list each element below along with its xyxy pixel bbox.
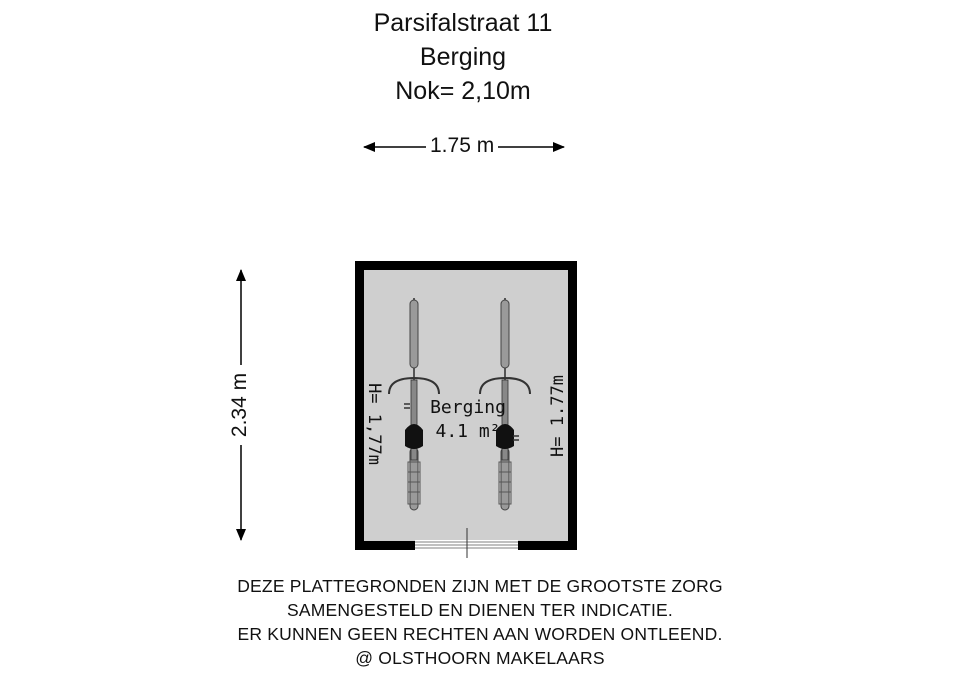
room-title: Berging — [419, 43, 507, 71]
disclaimer-line: DEZE PLATTEGRONDEN ZIJN MET DE GROOTSTE ZORG — [237, 576, 723, 596]
copyright-line: @ OLSTHOORN MAKELAARS — [355, 648, 605, 668]
depth-dimension: 2.34 m — [228, 365, 252, 445]
width-dimension: 1.75 m — [426, 134, 498, 158]
room-label: Berging — [430, 397, 506, 418]
address-title: Parsifalstraat 11 — [373, 9, 553, 37]
ridge-height-title: Nok= 2,10m — [395, 77, 531, 105]
room-area: 4.1 m² — [435, 421, 501, 442]
disclaimer-line: ER KUNNEN GEEN RECHTEN AAN WORDEN ONTLEEND. — [237, 624, 723, 644]
disclaimer-line: SAMENGESTELD EN DIENEN TER INDICATIE. — [287, 600, 673, 620]
room-height-right: H= 1.77m — [548, 375, 568, 457]
room-height-left: H= 1,77m — [364, 383, 384, 465]
